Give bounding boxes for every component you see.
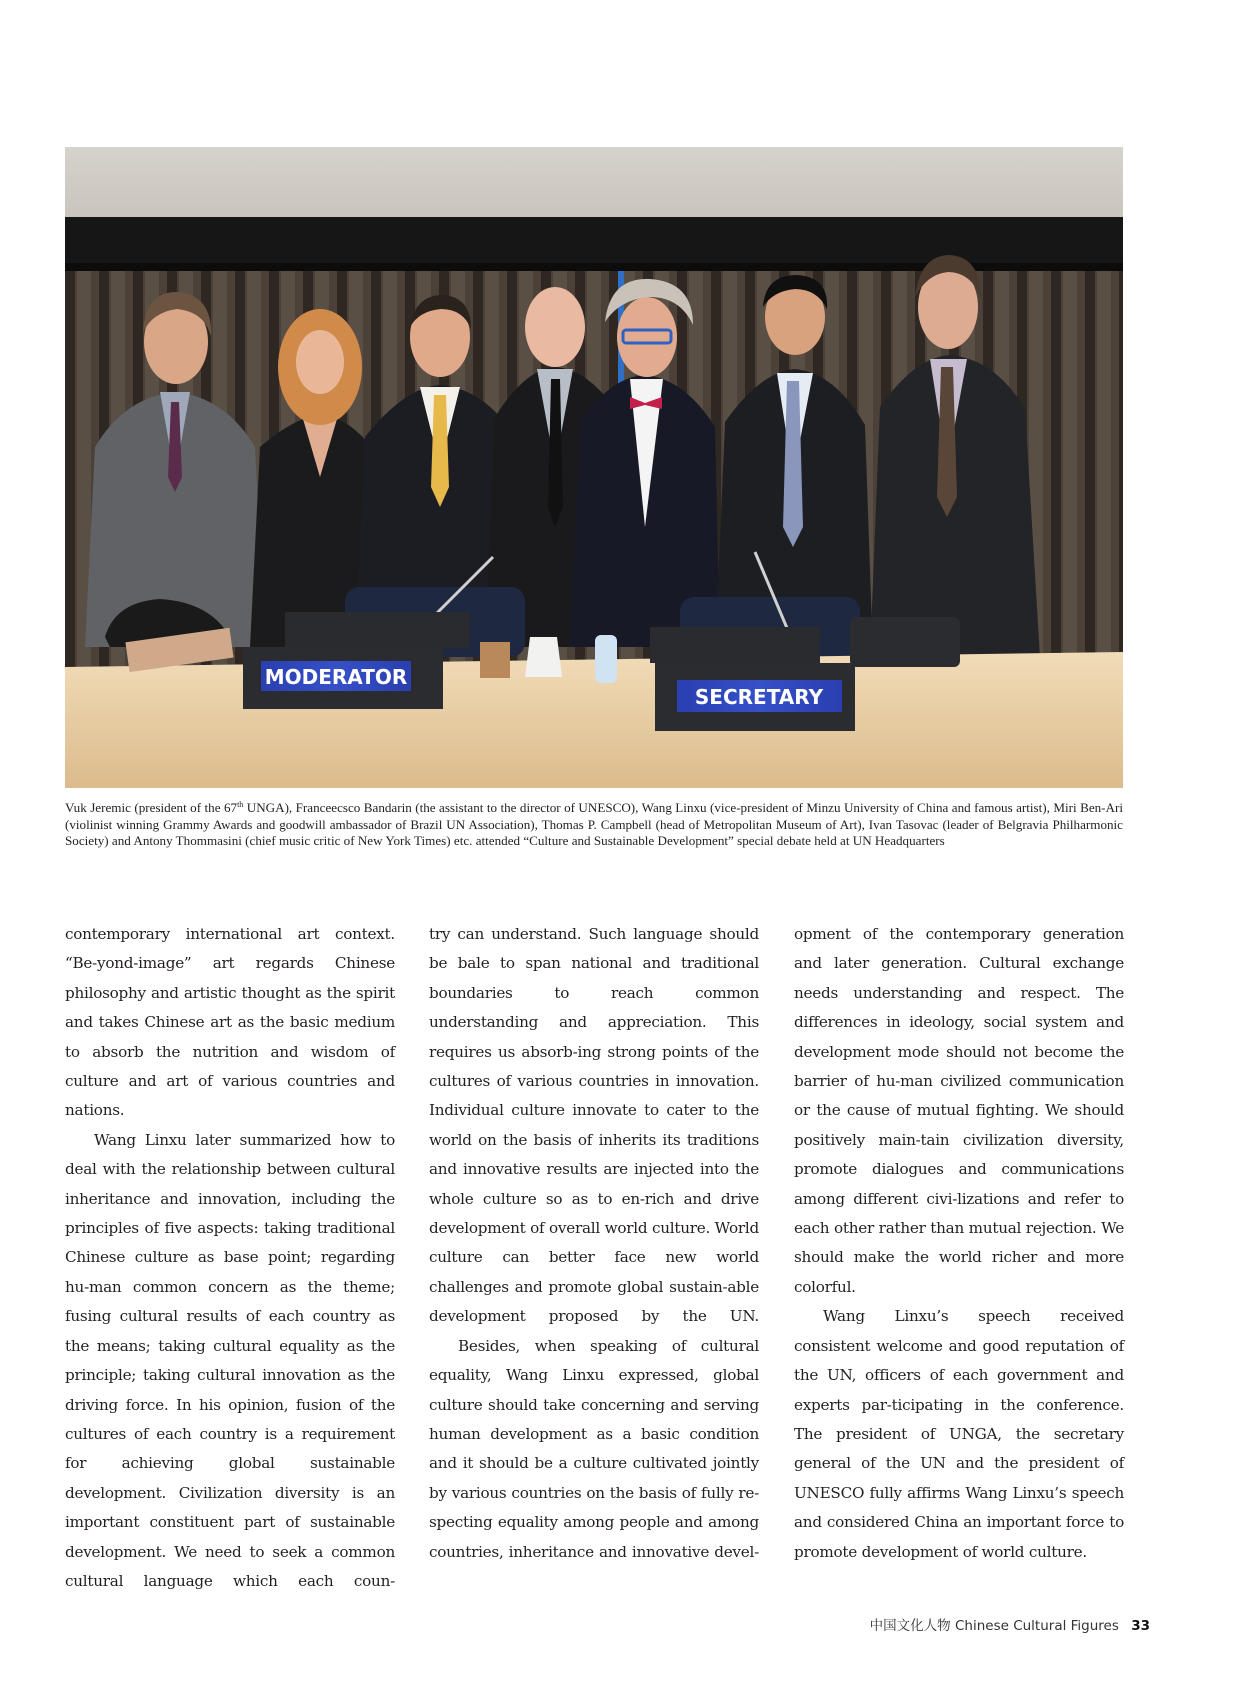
group-photo [65, 147, 1123, 788]
nameplate-moderator-text: MODERATOR [264, 665, 408, 689]
magazine-name-chinese: 中国文化人物 [869, 1618, 951, 1634]
page-number: 33 [1131, 1618, 1150, 1634]
paragraph: contemporary international art context. “Be-yond-image” art regards Chinese philosophy and artistic thought as the spirit and takes Chinese art as the basic medium to absorb the nutrition and wisdom of culture and art of various countries and nations. [65, 925, 395, 1120]
ceiling-wall [65, 147, 1123, 219]
paragraph: try can understand. Such language should be bale to span national and traditional boundaries to reach common understanding and appreciation. This requires us absorb-ing strong points of the cultures of various countries in innovation. Individual culture innovate to cater to the world on the basis of inherits its traditions and innovative results are injected into the whole culture so as to en-rich and drive development of overall world culture. World culture can better face new world challenges and promote global sustain-able development proposed by the UN. [429, 925, 759, 1326]
group-photo-illustration [65, 147, 1123, 788]
telephone [850, 617, 960, 667]
paragraph: opment of the contemporary generation and later generation. Cultural exchange needs understanding and respect. The differences in ideology, social system and development mode should not become the barrier of hu-man civilized communication or the cause of mutual fighting. We should positively main-tain civilization diversity, promote dialogues and communications among different civi-lizations and refer to each other rather than mutual rejection. We should make the world richer and more colorful. [794, 925, 1124, 1296]
paragraph: Wang Linxu’s speech received consistent welcome and good reputation of the UN, officers of each government and experts par-ticipating in the conference. The president of UNGA, the secretary general of the UN and the president of UNESCO fully affirms Wang Linxu’s speech and considered China an important force to promote development of world culture. [794, 1307, 1124, 1561]
conference-desk [65, 652, 1123, 788]
magazine-name-english: Chinese Cultural Figures [954, 1618, 1119, 1634]
photo-caption [65, 800, 1123, 850]
article-column-3 [794, 920, 1124, 1567]
nameplate-secretary-text: SECRETARY [694, 685, 824, 709]
coffee-cup [480, 642, 510, 678]
water-bottle [595, 635, 617, 683]
article-column-1 [65, 920, 395, 1596]
paragraph: Wang Linxu later summarized how to deal with the relationship between cultural inheritance and innovation, including the principles of five aspects: taking traditional Chinese culture as base point; regarding hu-man common concern as the theme; fusing cultural results of each country as the means; taking cultural equality as the principle; taking cultural innovation as the driving force. In his opinion, fusion of the cultures of each country is a requirement for achieving global sustainable development. Civilization diversity is an important constituent part of sustainable development. We need to seek a common cultural language which each coun- [65, 1130, 395, 1590]
caption-superscript: th [237, 800, 244, 809]
article-column-2 [429, 920, 759, 1567]
caption-text-end: UNGA), Franceecsco Bandarin (the assistant to the director of UNESCO), Wang Linxu (vice-president of Minzu University of China and famous artist), Miri Ben-Ari (violinist winning Grammy Awards and goodwill ambassador of Brazil UN Association), Thomas P. Campbell (head of Metropolitan Museum of Art), Ivan Tasovac (leader of Belgravia Philharmonic Society) and Antony Thommasini (chief music critic of New York Times) etc. attended “Culture and Sustainable Development” special debate held at UN Headquarters [65, 800, 1123, 848]
plastic-cup [525, 637, 562, 677]
caption-text-start: Vuk Jeremic (president of the 67 [65, 800, 238, 815]
paragraph: Besides, when speaking of cultural equality, Wang Linxu expressed, global culture should take concerning and serving human development as a basic condition and it should be a culture cultivated jointly by various countries on the basis of fully re-specting equality among people and among countries, inheritance and innovative devel- [429, 1336, 759, 1561]
page-footer [870, 1614, 1150, 1634]
